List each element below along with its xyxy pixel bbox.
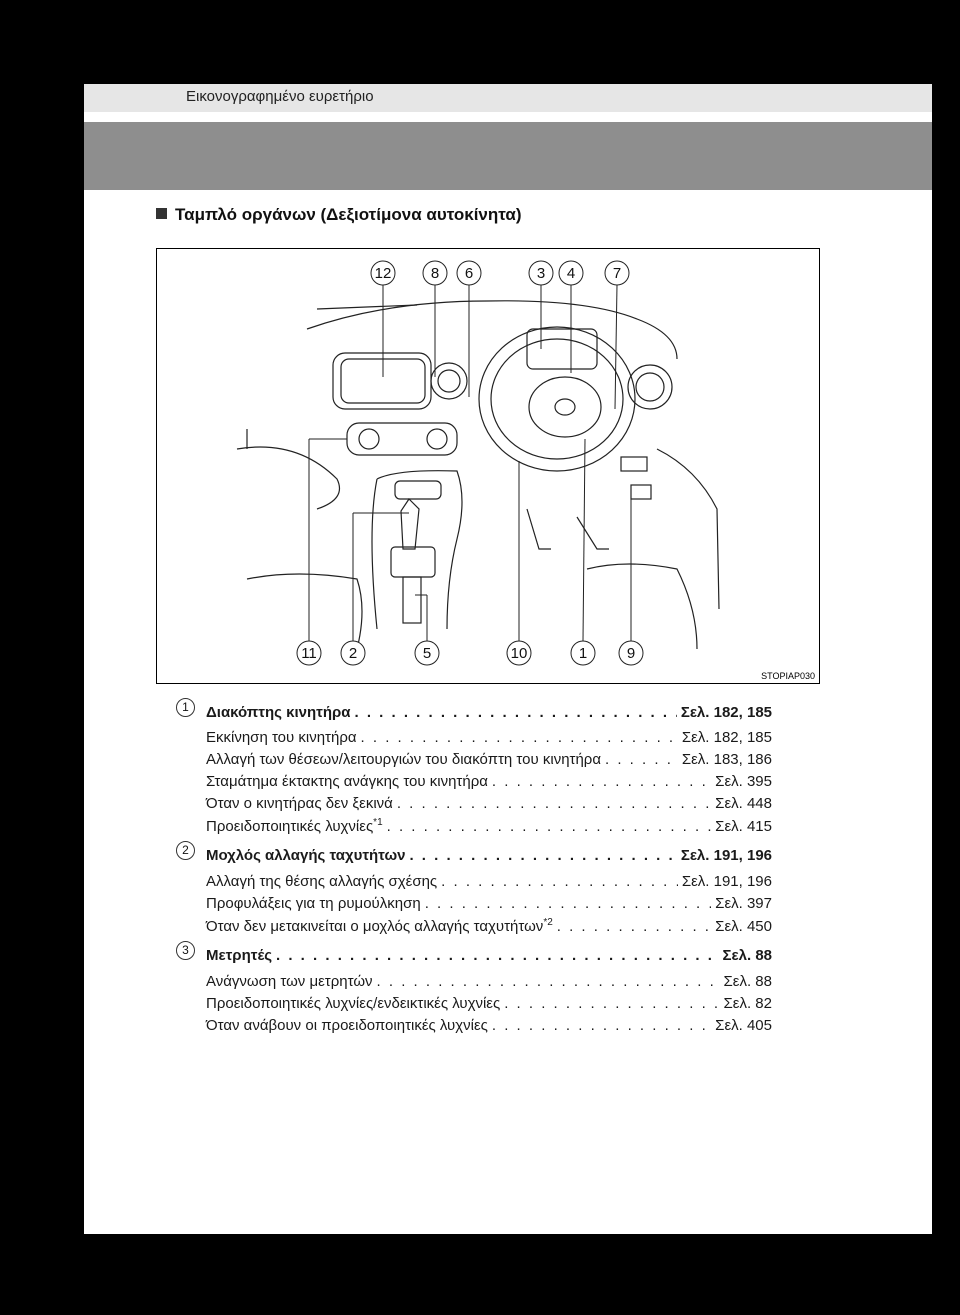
dashboard-illustration — [156, 248, 820, 684]
callout-6 — [457, 261, 481, 285]
svg-text:10: 10 — [510, 645, 528, 662]
svg-text:2: 2 — [348, 645, 358, 662]
entry-heading: Μοχλός αλλαγής ταχυτήτων . . . Σελ. 191, 196 — [206, 847, 772, 864]
entry-item: Αλλαγή των θέσεων/λειτουργιών του διακόπτη του κινητήρα . . . Σελ. 183, 186 — [206, 751, 772, 768]
callout-2 — [341, 641, 365, 665]
svg-text:6: 6 — [464, 265, 474, 282]
svg-text:3: 3 — [536, 265, 546, 282]
svg-text:11: 11 — [301, 645, 317, 662]
callout-1 — [571, 641, 595, 665]
entry-item: Προειδοποιητικές λυχνίες$^{*1}$ . . . Σελ. 415 — [206, 817, 772, 835]
bullet-square-icon — [156, 208, 167, 219]
svg-text:4: 4 — [566, 265, 576, 282]
svg-text:8: 8 — [430, 265, 440, 282]
entry-item: Όταν ο κινητήρας δεν ξεκινά . . . Σελ. 448 — [206, 795, 772, 812]
callout-12 — [371, 261, 395, 285]
entry-item: Εκκίνηση του κινητήρα . . . Σελ. 182, 185 — [206, 729, 772, 746]
entry-item: Αλλαγή της θέσης αλλαγής σχέσης . . . Σελ. 191, 196 — [206, 873, 772, 890]
svg-text:9: 9 — [626, 645, 636, 662]
entry-number: 2 — [176, 841, 195, 860]
callout-5 — [415, 641, 439, 665]
page-header — [84, 84, 932, 112]
callout-9 — [619, 641, 643, 665]
svg-text:1: 1 — [578, 645, 588, 662]
entry-number: 3 — [176, 941, 195, 960]
figure-code: STOPIAP030 — [761, 671, 815, 681]
header-band — [84, 122, 932, 190]
callout-10 — [507, 641, 531, 665]
entry-item: Όταν ανάβουν οι προειδοποιητικές λυχνίες . . . Σελ. 405 — [206, 1017, 772, 1034]
section-title: Ταμπλό οργάνων (Δεξιοτίμονα αυτοκίνητα) — [156, 205, 522, 225]
entry-item: Ανάγνωση των μετρητών . . . Σελ. 88 — [206, 973, 772, 990]
callout-4 — [559, 261, 583, 285]
callout-3 — [529, 261, 553, 285]
entry-heading: Διακόπτης κινητήρα . . . Σελ. 182, 185 — [206, 704, 772, 721]
dashboard-drawing — [157, 249, 819, 683]
entry-item: Όταν δεν μετακινείται ο μοχλός αλλαγής ταχυτήτων$^{*2}$ . . . Σελ. 450 — [206, 917, 772, 935]
entry-number: 1 — [176, 698, 195, 717]
header-title: Εικονογραφημένο ευρετήριο — [186, 88, 374, 105]
callout-11 — [297, 641, 321, 665]
svg-text:7: 7 — [612, 265, 622, 282]
entry-item: Σταμάτημα έκτακτης ανάγκης του κινητήρα . . . Σελ. 395 — [206, 773, 772, 790]
callout-8 — [423, 261, 447, 285]
entry-heading: Μετρητές . . . Σελ. 88 — [206, 947, 772, 964]
manual-page — [84, 84, 932, 1234]
svg-text:5: 5 — [422, 645, 432, 662]
entry-item: Προειδοποιητικές λυχνίες/ενδεικτικές λυχνίες . . . Σελ. 82 — [206, 995, 772, 1012]
entry-item: Προφυλάξεις για τη ρυμούλκηση . . . Σελ. 397 — [206, 895, 772, 912]
svg-text:12: 12 — [374, 265, 392, 282]
callout-7 — [605, 261, 629, 285]
